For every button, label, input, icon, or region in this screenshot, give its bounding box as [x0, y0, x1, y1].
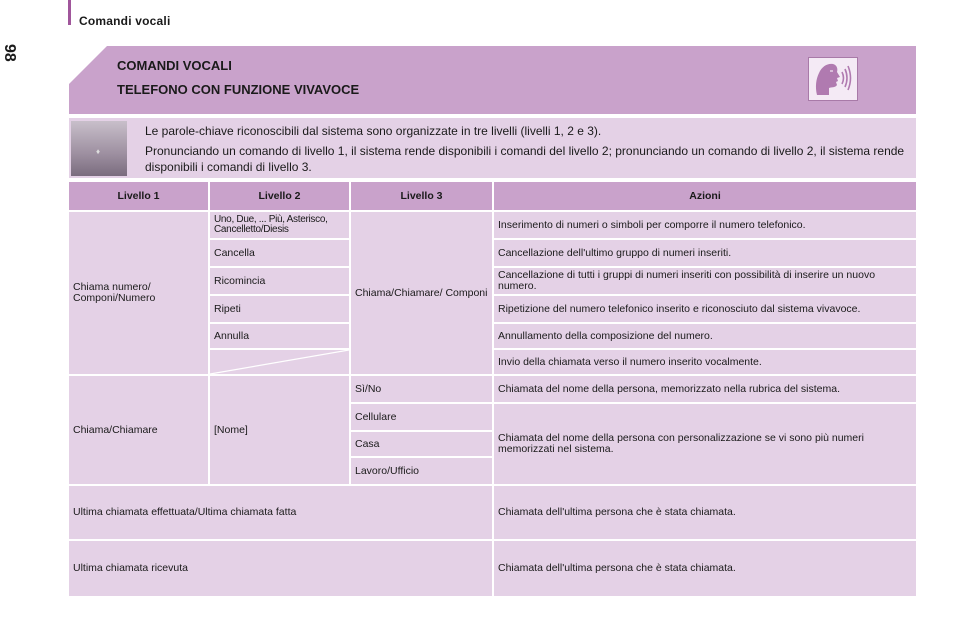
intro-line-2: Pronunciando un comando di livello 1, il sistema rende disponibili i comandi del livello 2; pronunciando un comando di livello 2, il sistema rende disponibili i comandi di livello 3. — [145, 144, 905, 174]
level3-casa: Casa — [351, 432, 492, 456]
intro-line-1: Le parole-chiave riconoscibili dal sistema sono organizzate in tre livelli (livelli 1, 2 e 3). — [145, 124, 602, 138]
section-title: Comandi vocali — [79, 14, 171, 28]
action-invio: Invio della chiamata verso il numero inserito vocalmente. — [494, 350, 916, 374]
header-livello-2: Livello 2 — [210, 182, 349, 210]
level2-digits: Uno, Due, ... Più, Asterisco, Cancelletto/Diesis — [210, 212, 349, 238]
last-received-label: Ultima chiamata ricevuta — [69, 541, 492, 596]
level2-empty-cell — [210, 350, 349, 374]
diagonal-strike — [210, 350, 349, 374]
level1-chiama: Chiama/Chiamare — [69, 376, 208, 484]
action-annullamento: Annullamento della composizione del numero. — [494, 324, 916, 348]
action-cancellazione: Cancellazione dell'ultimo gruppo di numeri inseriti. — [494, 240, 916, 266]
level3-si-no: Sì/No — [351, 376, 492, 402]
last-called-action: Chiamata dell'ultima persona che è stata chiamata. — [494, 486, 916, 539]
last-called-label: Ultima chiamata effettuata/Ultima chiamata fatta — [69, 486, 492, 539]
level2-ricomincia: Ricomincia — [210, 268, 349, 294]
header-subtitle: TELEFONO CON FUNZIONE VIVAVOCE — [117, 82, 360, 97]
level3-chiama-componi: Chiama/Chiamare/ Componi — [351, 212, 492, 374]
action-chiamata-nome: Chiamata del nome della persona, memorizzato nella rubrica del sistema. — [494, 376, 916, 402]
level2-nome: [Nome] — [210, 376, 349, 484]
action-ripetizione: Ripetizione del numero telefonico inserito e riconosciuto dal sistema vivavoce. — [494, 296, 916, 322]
voice-command-icon — [808, 57, 858, 101]
level1-chiama-numero: Chiama numero/ Componi/Numero — [69, 212, 208, 374]
accent-bar — [68, 0, 71, 25]
intro-image: ♦ — [71, 121, 127, 176]
header-band — [69, 46, 916, 114]
page-number: 98 — [1, 44, 18, 62]
level2-annulla: Annulla — [210, 324, 349, 348]
header-livello-1: Livello 1 — [69, 182, 208, 210]
action-cancellazione-tutti: Cancellazione di tutti i gruppi di numeri inseriti con possibilità di inserire un nuovo numero. — [494, 268, 916, 294]
level3-cellulare: Cellulare — [351, 404, 492, 430]
action-inserimento: Inserimento di numeri o simboli per comporre il numero telefonico. — [494, 212, 916, 238]
level2-ripeti: Ripeti — [210, 296, 349, 322]
level2-cancella: Cancella — [210, 240, 349, 266]
action-chiamata-personalizzata: Chiamata del nome della persona con personalizzazione se vi sono più numeri memorizzati nel sistema. — [494, 404, 916, 484]
header-livello-3: Livello 3 — [351, 182, 492, 210]
voice-commands-table — [69, 182, 916, 596]
level3-lavoro-ufficio: Lavoro/Ufficio — [351, 458, 492, 484]
last-received-action: Chiamata dell'ultima persona che è stata chiamata. — [494, 541, 916, 596]
header-title: COMANDI VOCALI — [117, 58, 232, 73]
header-azioni: Azioni — [494, 182, 916, 210]
